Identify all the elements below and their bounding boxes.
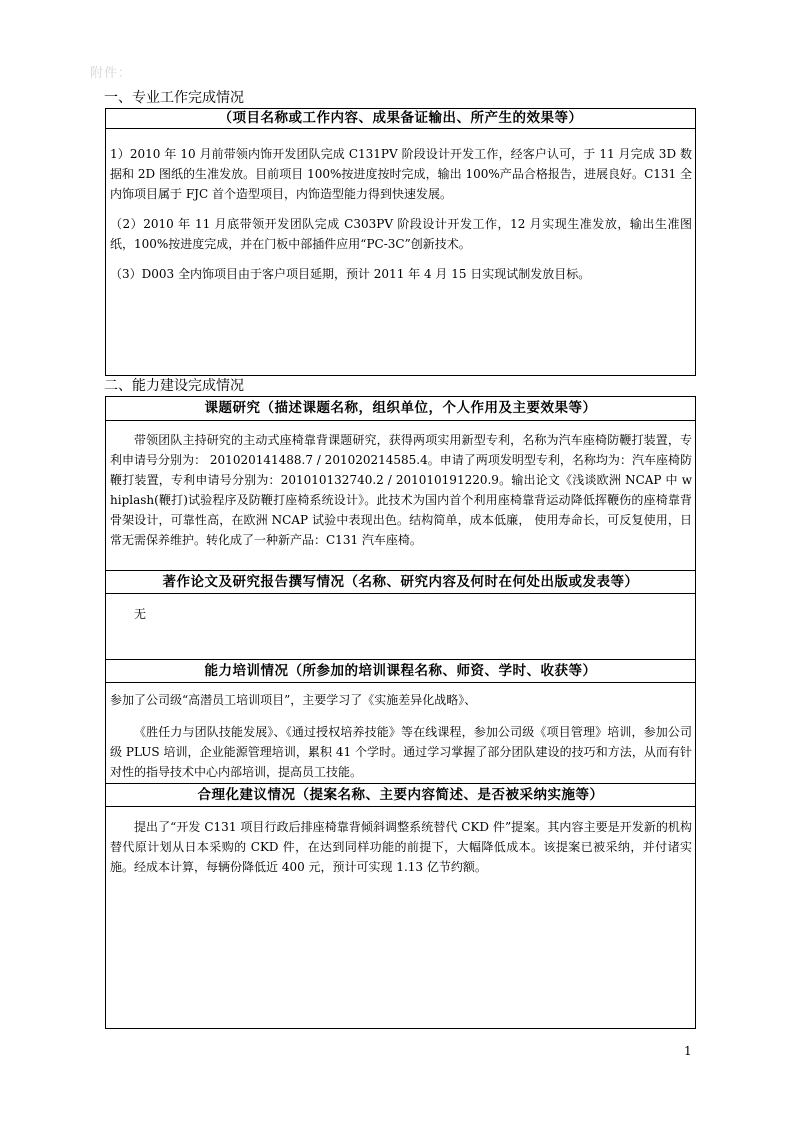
section1-paragraph-2: （2）2010 年 11 月底带领开发团队完成 C303PV 阶段设计开发工作，12 月实现生准发放，输出生准图纸，100%按进度完成，并在门板中部插件应用“PC-3C”创新技术。 xyxy=(110,217,692,251)
training-text-1: 参加了公司级“高潜员工培训项目”，主要学习了《实施差异化战略》、 xyxy=(110,693,477,707)
section2-title: 二、能力建设完成情况 xyxy=(104,378,244,394)
page-number: 1 xyxy=(684,1044,692,1058)
training-text-2: 《胜任力与团队技能发展》、《通过授权培养技能》等在线课程，参加公司级《项目管理》培训，参加公司级 PLUS 培训，企业能源管理培训，累积 41 个学时。通过学习掌握了部分团队建设的技巧和方法，从而有针对性的指导技术中心内部培训，提高员工技能。 xyxy=(110,725,692,779)
training-header: 能力培训情况（所参加的培训课程名称、师资、学时、收获等） xyxy=(105,659,696,683)
papers-text: 无 xyxy=(134,607,147,621)
section1-paragraph-3: （3）D003 全内饰项目由于客户项目延期，预计 2011 年 4 月 15 日实现试制发放目标。 xyxy=(110,267,591,281)
suggestion-text: 提出了“开发 C131 项目行政后排座椅靠背倾斜调整系统替代 CKD 件”提案。其内容主要是开发新的机构替代原计划从日本采购的 CKD 件，在达到同样功能的前提下，大幅降低成本。该提案已被采纳，并付诸实施。经成本计算，每辆份降低近 400 元，预计可实现 1.13 亿节约额。 xyxy=(110,820,692,874)
section1-paragraph-1: 1）2010 年 10 月前带领内饰开发团队完成 C131PV 阶段设计开发工作，经客户认可，于 11 月完成 3D 数据和 2D 图纸的生准发放。目前项目 100%按进度按时完成，输出 100%产品合格报告，进展良好。C131 全内饰项目属于 FJC 首个造型项目，内饰造型能力得到快速发展。 xyxy=(110,147,692,201)
research-text: 带领团队主持研究的主动式座椅靠背课题研究，获得两项实用新型专利，名称为汽车座椅防鞭打装置，专利申请号分别为： 201020141488.7 / 201020214585.4。申请了两项发明型专利，名称均为：汽车座椅防鞭打装置，专利申请号分别为：201010132740.2 / 201010191220.9。输出论文《浅谈欧洲 NCAP 中 whiplash(鞭打)试验程序及防鞭打座椅系统设计》。此技术为国内首个利用座椅靠背运动降低挥鞭伤的座椅靠背骨架设计，可靠性高，在欧洲 NCAP 试验中表现出色。结构简单，成本低廉， 使用寿命长，可反复使用，日常无需保养维护。转化成了一种新产品：C131 汽车座椅。 xyxy=(110,433,692,547)
section1-table-header: （项目名称或工作内容、成果备证输出、所产生的效果等） xyxy=(105,108,696,129)
faint-header-text: 附件： xyxy=(90,66,133,81)
suggestion-header: 合理化建议情况（提案名称、主要内容简述、是否被采纳实施等） xyxy=(105,783,696,807)
papers-header: 著作论文及研究报告撰写情况（名称、研究内容及何时在何处出版或发表等） xyxy=(105,570,696,594)
section1-title: 一、专业工作完成情况 xyxy=(104,90,244,106)
research-header: 课题研究（描述课题名称，组织单位，个人作用及主要效果等） xyxy=(105,396,696,421)
